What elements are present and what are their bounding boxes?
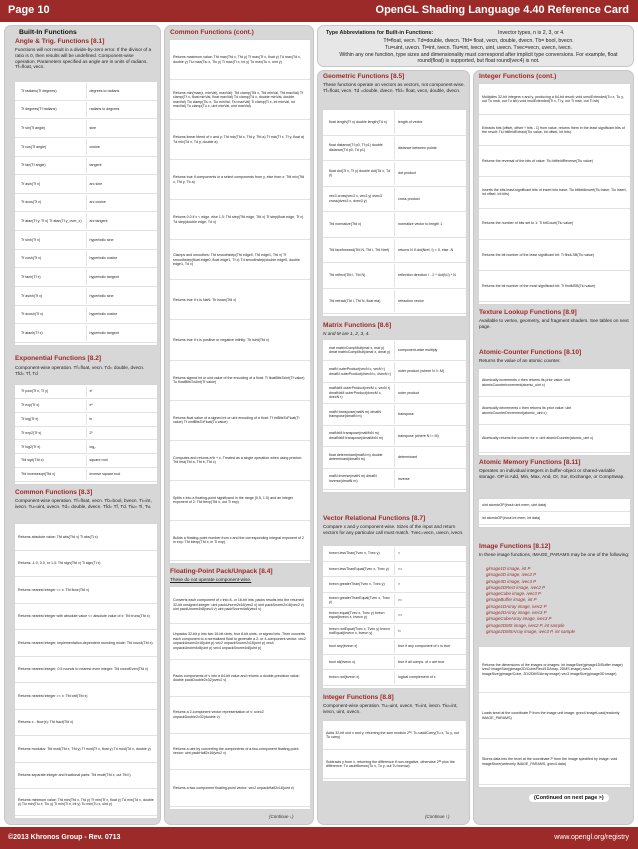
vrel-function-row-description: >= (398, 597, 403, 602)
matrix-function-row-description: outer product (where N != M) (398, 369, 445, 374)
common-cont-row: Splits x into a floating-point significand in the range [0.5, 1.0) and an integer exponent of 2: Tfd frexp(Tfd x, out Ti exp) (170, 481, 310, 521)
page-header (0, 0, 638, 22)
angle-function-row-description: arc cosine (89, 200, 106, 205)
types-line-3: Tu=uint, uvecn. Ti=int, ivecn. Tiu=int, ivecn, uint, uvecn. Tvec=vecn, uvecn, ivecn. (385, 45, 572, 51)
common-cont-row: Builds a floating-point number from x and the corresponding integral exponent of 2 in exp: Tfd ldexp(Tfd x, in Ti exp) (170, 521, 310, 561)
image-param: gimage2DRect image, ivec2 P (486, 584, 546, 590)
angle-function-row (15, 194, 157, 213)
angle-function-row-signature: Tf atanh(Tf x) (18, 325, 87, 341)
exp-function-row (15, 454, 157, 468)
image-param: gimageCubeArray image, ivec3 P (486, 616, 552, 622)
exp-function-row (15, 399, 157, 413)
int-cont-row: Returns the bit number of the least significant bit: Ti findLSB(Tiu value) (479, 240, 630, 271)
matrix-function-row-description: outer product (398, 390, 420, 395)
types-title: Type Abbreviations for Built-in Functions: (326, 30, 434, 36)
vrel-function-row-description: true if any component of x is true (398, 644, 451, 649)
angle-function-row-description: degrees to radians (89, 88, 120, 93)
int-cont-row: Inserts the bits least-significant bits of insert into base: Tiu bitfieldInsert(Tiu base, Tiu insert, int offset, int bits) (479, 177, 630, 208)
matrix-function-row (323, 361, 466, 382)
common-cont-table (169, 39, 311, 564)
matrix-function-row-description: transpose (where N != M) (398, 433, 439, 438)
types-line-1: Invector types, n is 2, 3, or 4. (498, 30, 565, 36)
exp-function-row-description: 2ˣ (89, 430, 93, 435)
pack-function-row: Returns a two-component floating-point vector: vec2 unpackHalf2x16(uint v) (170, 770, 310, 807)
geom-function-row (323, 110, 466, 136)
geom-function-row-description: refraction vector (398, 298, 424, 303)
image-function-row: Loads texel at the coordinate P from the image unit image: gvec4 imageLoad(readonly IMAGE_PARAMS) (479, 693, 630, 739)
exp-function-row-signature: Tf exp(Tf x) (18, 400, 87, 411)
angle-function-row-description: cosine (89, 144, 100, 149)
geom-function-row (323, 212, 466, 238)
geom-table (322, 109, 467, 317)
fp-table (169, 586, 311, 810)
continue-note: (Continue ↓) (269, 814, 294, 819)
geom-function-row-signature: Tfd normalize(Tfd x) (326, 213, 395, 236)
geom-function-row-description: normalize vector to length 1 (398, 222, 443, 227)
continued-next-page: (Continued on next page >) (529, 794, 609, 802)
common-function-row: Returns nearest integer, 0.5 rounds to nearest even integer: Tfd roundEven(Tfd x) (15, 657, 157, 684)
vrel-function-row-signature: bvecn lessThanEqual(Tvec x, Tvec y) (326, 563, 395, 576)
exp-title: Exponential Functions [8.2] (15, 355, 102, 362)
vrel-intro: Compare x and y component-wise. Sizes of the input and return vectors for any particular call must match. Tvec=vecn, uvecn, ivecn. (323, 524, 464, 535)
common-function-row: Returns -1.0, 0.0, or 1.0: Tfd sign(Tfd x) Ti sign(Ti x) (15, 551, 157, 578)
common-cont-panel (164, 25, 314, 825)
matrix-function-row (323, 404, 466, 425)
angle-function-row-description: tangent (89, 163, 102, 168)
vrel-function-row-signature: bvecn notEqual(Tvec x, Tvec y) bvecn notEqual(bvecn x, bvecn y) (326, 625, 395, 638)
image-param: gimage2DArray image, ivec3 P (486, 610, 547, 616)
angle-function-row (15, 250, 157, 269)
common-function-row: Returns nearest integer with absolute value <= absolute value of x: Tfd trunc(Tfd x) (15, 604, 157, 631)
common-cont-row: Returns float value of a signed int or uint encoding of a float: Tf intBitsToFloat(Ti value) Tf uintBitsToFloat(Tu value) (170, 401, 310, 441)
pack-function-row: Returns a uint by converting the components of a two-component floating-point vector: uint packHalf2x16(vec2 v) (170, 734, 310, 771)
types-panel (317, 25, 634, 67)
atomic-memory-intro: Operates on individual integers in buffer-object or shared-variable storage. OP is Add, Min, Max, And, Or, Xor, Exchange, or CompSwap. (479, 468, 625, 479)
vrel-function-row-signature: bvecn greaterThan(Tvec x, Tvec y) (326, 578, 395, 591)
angle-function-row-signature: Tf sinh(Tf x) (18, 232, 87, 248)
int-table (322, 720, 467, 782)
int-title: Integer Functions [8.8] (323, 694, 394, 701)
angle-function-row-description: arc sine (89, 181, 103, 186)
exp-function-row-description: inverse square root (89, 472, 121, 477)
int-function-row: Adds 32-bit uint x and y, returning the sum modulo 2³²: Tu uaddCarry(Tu x, Tu y, out Tu carry) (323, 721, 466, 750)
image-function-row: Returns the dimensions of the images or images: int imageSize(gimage1D/Buffer image) ivec2 imageSize(gimage2D/Cube/Rect/1DArray, 2DMS image) ivec3 imageSize(gimage/Cube, 2D/2DMS/Array image) vec3 imageSize(gimage3D image) (479, 647, 630, 693)
atomic-memory-row: uint atomicOP(inout uint mem, uint data) (479, 499, 630, 512)
atomic-counter-row: Atomically decrements c then returns its prior value: uint atomicCounterDecrement(atomic_uint c) (479, 397, 630, 425)
angle-function-row (15, 175, 157, 194)
exp-function-row-signature: Tf exp2(Tf x) (18, 428, 87, 439)
fp-title: Floating-Point Pack/Unpack [8.4] (170, 568, 273, 575)
common-function-row: Returns modulus: Tfd mod(Tfd x, Tfd y) Tf mod(Tf x, float y) Td mod(Td x, double y) (15, 736, 157, 763)
vrel-title: Vector Relational Functions [8.7] (323, 515, 426, 522)
common-function-row: Returns absolute value: Tfd abs(Tfd x) Ti abs(Ti x) (15, 524, 157, 551)
angle-function-row-description: hyperbolic tangent (89, 330, 119, 335)
angle-function-row (15, 157, 157, 176)
geom-function-row-signature: vec3 cross(vec3 x, vec3 y) dvec3 cross(dvec3 x, dvec3 y) (326, 188, 395, 211)
geom-function-row-signature: Tfd refract(Tfd I, Tfd N, float eta) (326, 290, 395, 313)
exp-function-row-description: log₂ (89, 444, 96, 449)
common-cont-row: Returns maximum value: Tfd max(Tfd x, Tfd y) Tf max(Tf x, float y) Td max(Td x, double y) Tiu max(Tiu x, Tiu y) Ti max(Ti x, int y) Tu max(Tu x, uint y) (170, 40, 310, 80)
common-function-row: Returns nearest integer >= x: Tfd ceil(Tfd x) (15, 683, 157, 710)
exp-function-row (15, 427, 157, 441)
matrix-function-row-signature: matN outerProduct(vecN c, vecN r) dmatN outerProduct(dvecN c, dvecN r) (326, 362, 395, 380)
vrel-function-row-description: != (398, 628, 402, 633)
vrel-function-row (323, 639, 466, 655)
builtin-panel (4, 25, 161, 825)
image-param: gimage2DMSArray image, ivec3 P, int sample (486, 628, 575, 634)
vrel-function-row-signature: bvecn equal(Tvec x, Tvec y) bvecn equal(bvecn x, bvecn y) (326, 609, 395, 622)
vrel-function-row (323, 655, 466, 671)
geom-function-row-description: dot product (398, 171, 416, 176)
exp-intro: Component-wise operation. Tf=float, vecn. Td= double, dvecn. Tfd= Tf, Td (15, 365, 145, 376)
card-title: OpenGL Shading Language 4.40 Reference Card (375, 4, 629, 16)
atomic-counter-row: Atomically increments c then returns its prior value: uint atomicCounterIncrement(atomic_uint c) (479, 369, 630, 397)
angle-function-row (15, 138, 157, 157)
common-cont-row: Returns true if components in a select components from y, else from x: Tfd mix(Tfd x, Tfd y, Tb a) (170, 160, 310, 200)
vrel-function-row-signature: bool all(bvecn x) (326, 656, 395, 669)
texlook-intro: Available to vertex, geometry, and fragment shaders. See tables on next page. (479, 318, 629, 329)
geom-function-row (323, 187, 466, 213)
types-line-2: Tf=float, vecn. Td=double, dvecn. Tfd= float, vecn, double, dvecn. Tb= bool, bvecn. (383, 38, 574, 44)
matrix-function-row-signature: matN transpose(matN m) dmatN transpose(dmatN m) (326, 405, 395, 423)
image-params-list (486, 566, 631, 635)
angle-function-row-signature: Tf acosh(Tf x) (18, 307, 87, 323)
angle-function-row-description: arc tangent (89, 219, 108, 224)
atomic-counter-row: Atomically returns the counter for c: uint atomicCounter(atomic_uint c) (479, 425, 630, 453)
exp-function-row-signature: Tf pow(Tf x, Tf y) (18, 386, 87, 397)
vrel-function-row (323, 608, 466, 624)
matrix-function-row-signature: float determinant(matN m) double determinant(dmatN m) (326, 448, 395, 466)
geom-title: Geometric Functions [8.5] (323, 73, 405, 80)
angle-function-row (15, 268, 157, 287)
page-footer (0, 827, 638, 849)
matrix-function-row (323, 383, 466, 404)
image-param: gimage2D image, ivec2 P (486, 572, 537, 578)
angle-function-row (15, 82, 157, 101)
angle-function-row (15, 212, 157, 231)
matrix-function-row (323, 469, 466, 490)
angle-function-row (15, 119, 157, 138)
geom-function-row-description: length of vector (398, 120, 423, 125)
int-cont-table (478, 83, 631, 305)
vrel-table (322, 545, 467, 689)
image-param: gimage3D image, ivec3 P (486, 578, 537, 584)
common-table (14, 523, 158, 819)
geom-function-row (323, 136, 466, 162)
vrel-function-row-signature: bvecn not(bvecn x) (326, 671, 395, 684)
vrel-function-row (323, 624, 466, 640)
geom-function-row (323, 289, 466, 315)
vrel-function-row-description: > (398, 582, 401, 587)
matrix-function-row-description: transpose (398, 412, 414, 417)
vrel-function-row (323, 670, 466, 686)
texlook-title: Texture Lookup Functions [8.9] (479, 309, 577, 316)
geom-function-row-description: returns N if dot(Nref, I) < 0, else -N (398, 247, 454, 252)
common-title: Common Functions [8.3] (15, 489, 93, 496)
int-cont-row: Returns the number of bits set to 1: Ti bitCount(Tiu value) (479, 209, 630, 240)
matrix-function-row-description: component-wise multiply (398, 348, 438, 352)
angle-function-row-description: hyperbolic sine (89, 237, 114, 242)
atomic-counter-title: Atomic-Counter Functions [8.10] (479, 349, 582, 356)
int-cont-title: Integer Functions (cont.) (479, 73, 557, 80)
exp-function-row-description: square root (89, 458, 108, 463)
angle-function-row-description: hyperbolic cosine (89, 256, 118, 261)
common-cont-row: Computes and returns a*b + c. Treated as a single operation when using precise: Tfd fma(Tfd a, Tfd b, Tfd c) (170, 441, 310, 481)
image-table (478, 646, 631, 788)
matrix-function-row-signature: matNxM outerProduct(vecM c, vecN r) dmatNxM outerProduct(dvecM c, dvecN r) (326, 384, 395, 402)
atomic-counter-table (478, 368, 631, 456)
int-function-row: Subtracts y from x, returning the difference if non-negative, otherwise 2³² plus the difference: Tu usubBorrow(Tu x, Tu y, out Tu borrow) (323, 750, 466, 779)
int-cont-row: Extracts bits [offset, offset + bits - 1] from value, returns them in the least significant bits of the result: Tiu bitfieldExtract(Tiu value, int offset, int bits) (479, 115, 630, 146)
integer-cont-panel (473, 70, 634, 825)
geom-function-row (323, 263, 466, 289)
matrix-function-row (323, 447, 466, 468)
fp-intro: These do not operate component-wise. (170, 577, 252, 582)
angle-function-row-signature: Tf atan(Tf y, Tf x) Tf atan(Tf y_over_x) (18, 213, 87, 229)
geom-function-row-description: reflection direction I - 2 * dot(N,I) * N (398, 273, 456, 278)
pack-function-row: Returns a 2-component vector representation of v: uvec2 unpackDouble2x32(double v) (170, 697, 310, 734)
angle-function-row-signature: Tf asin(Tf x) (18, 176, 87, 192)
exp-function-row-signature: Tf log(Tf x) (18, 414, 87, 425)
exp-function-row-description: ln (89, 416, 93, 421)
angle-function-row-signature: Tf acos(Tf x) (18, 195, 87, 211)
angle-function-row-signature: Tf cosh(Tf x) (18, 251, 87, 267)
geom-function-row-description: distance between points (398, 145, 437, 150)
continue-up-note: (Continue ↑) (425, 814, 450, 819)
matrix-function-row (323, 426, 466, 447)
common-function-row: Returns x - floor(x): Tfd fract(Tfd x) (15, 710, 157, 737)
image-function-row: Stores data into the texel at the coordinate P from the image specified by image: void imageStore(writeonly IMAGE_PARAMS, gvec4 data) (479, 739, 630, 785)
vrel-function-row-description: true if all comps. of x are true (398, 659, 445, 664)
geom-function-row-signature: float length(Tf x) double length(Td x) (326, 111, 395, 134)
footer-url: www.opengl.org/registry (554, 834, 629, 841)
geom-function-row (323, 161, 466, 187)
matrix-function-row-signature: matN inverse(matN m) dmatN inverse(dmatN m) (326, 470, 395, 488)
angle-function-row (15, 324, 157, 343)
vrel-function-row-signature: bvecn lessThan(Tvec x, Tvec y) (326, 547, 395, 560)
image-param: gimage2DMS image, ivec2 P, int sample (486, 622, 565, 628)
geom-function-row-description: cross product (398, 196, 420, 201)
pack-function-row: Unpacks 32-bit p into two 16-bit uints, four 8-bit uints, or signed ints. Then converts each component to a normalized float to generate a 2- or 4-component vector: vec2 unpackUnorm2x16(uint p) vec2 unpackSnorm2x16(uint p) vec4 unpackUnorm4x8(uint p) vec4 unpackSnorm4x8(uint p) (170, 624, 310, 661)
vrel-function-row-signature: bvecn greaterThanEqual(Tvec x, Tvec y) (326, 594, 395, 607)
matrix-title: Matrix Functions [8.6] (323, 322, 392, 329)
common-function-row: Returns nearest integer <= x: Tfd floor(Tfd x) (15, 577, 157, 604)
common-cont-row: Returns min(max(x, minVal), maxVal): Tfd clamp(Tfd x, Tfd minVal, Tfd maxVal) Tf clamp(Tf x, float minVal, float maxVal) Td clamp(Td x, double minVal, double maxVal) Tiu clamp(Tiu x, Tiu minVal, Tiu maxVal) Ti clamp(Ti x, int minVal, int maxVal) Tu clamp(Tu x, uint minVal, uint maxVal) (170, 80, 310, 120)
types-line-4: Within any one function, type sizes and dimensionality must correspond after implicit type conversions. For example, float round(float) is supported, but float round(vec4) is not. (339, 52, 618, 65)
int-cont-row: Returns the bit number of the most significant bit: Ti findMSB(Tiu value) (479, 271, 630, 302)
common-cont-row: Clamps and smoothes: Tfd smoothstep(Tfd edge0, Tfd edge1, Tfd x) Tf smoothstep(float edge0, float edge1, Tf x) Td smoothstep(double edge0, double edge1, Td x) (170, 240, 310, 280)
int-intro: Component-wise operation. Tu=uint, uvecn. Ti=int, ivecn. Tiu=int, ivecn, uint, uvecn. (323, 703, 458, 714)
vrel-function-row (323, 593, 466, 609)
angle-function-row-description: hyperbolic cosine (89, 312, 118, 317)
exp-function-row (15, 468, 157, 482)
angle-function-row-description: radians to degrees (89, 107, 120, 112)
exp-function-row (15, 413, 157, 427)
angle-function-row-signature: Tf cos(Tf angle) (18, 139, 87, 155)
geom-function-row-signature: float dot(Tf x, Tf y) double dot(Td x, Td y) (326, 162, 395, 185)
image-param: gimageBuffer image, int P (486, 597, 537, 603)
vrel-function-row-signature: bool any(bvecn x) (326, 640, 395, 653)
common-cont-row: Returns linear blend of x and y: Tfd mix(Tfd x, Tfd y, Tfd a) Tf mix(Tf x, Tf y, float a) Td mix(Td x, Td y, double a) (170, 120, 310, 160)
exp-function-row-description: eˣ (89, 403, 93, 408)
common-cont-row: Returns true if x is NaN: Tb isnan(Tfd x) (170, 280, 310, 320)
geom-intro: These functions operate on vectors as vectors, not component-wise. Tf=float, vecn. Td =double, dvecn. Tfd= float, vecn, double, dvecn. (323, 82, 465, 93)
exp-function-row (15, 385, 157, 399)
vrel-function-row-description: <= (398, 566, 403, 571)
vrel-function-row-description: logical complement of x (398, 675, 436, 680)
pack-function-row: Packs components of v into a 64-bit value and returns a double-precision value: double packDouble2x32(uvec2 v) (170, 660, 310, 697)
common-cont-row: Returns 0.0 if x < edge, else 1.0: Tfd step(Tfd edge, Tfd x) Tf step(float edge, Tf x) Td step(double edge, Td x) (170, 200, 310, 240)
angle-function-row-signature: Tf radians(Tf degrees) (18, 83, 87, 99)
matrix-intro: N and M are 1, 2, 3, 4. (323, 331, 370, 336)
atomic-counter-intro: Returns the value of an atomic counter. (479, 358, 561, 363)
exp-table (14, 384, 158, 485)
angle-function-row-description: hyperbolic tangent (89, 275, 119, 280)
geometric-panel (317, 70, 470, 825)
angle-function-row-signature: Tf tan(Tf angle) (18, 158, 87, 174)
vrel-function-row (323, 577, 466, 593)
matrix-table (322, 339, 467, 493)
section-title: Built-In Functions (19, 29, 77, 36)
image-param: gimage1DArray image, ivec2 P (486, 603, 547, 609)
image-param: gimageCube image, ivec3 P (486, 591, 541, 597)
matrix-function-row-description: inverse (398, 476, 410, 481)
angle-function-row-signature: Tf asinh(Tf x) (18, 288, 87, 304)
vrel-function-row-description: == (398, 613, 403, 618)
image-title: Image Functions [8.12] (479, 543, 551, 550)
common-function-row: Returns minimum value: Tfd min(Tfd x, Tfd y) Tf min(Tf x, float y) Td min(Td x, double y) Tiu min(Tiu x, Tiu y) Ti min(Ti x, int y) Tu min(Tu x, uint y) (15, 789, 157, 816)
common-cont-title: Common Functions (cont.) (170, 29, 254, 36)
footer-copyright: ©2013 Khronos Group - Rev. 0713 (8, 834, 121, 841)
exp-function-row-description: xʸ (89, 389, 93, 394)
vrel-function-row (323, 546, 466, 562)
int-cont-row: Multiplies 32-bit integers x and y, producing a 64-bit result: void umulExtended(Tu x, Tu y, out Tu msb, out Tu lsb) void imulExtended(Ti x, Ti y, out Ti msb, out Ti lsb) (479, 84, 630, 115)
pack-function-row: Converts each component of v into 8- or 16-bit ints, packs results into the returned 32-bit unsigned integer: uint packUnorm2x16(vec2 v) uint packSnorm2x16(vec2 v) uint packUnorm4x8(vec4 v) uint packSnorm4x8(vec4 v) (170, 587, 310, 624)
common-function-row: Returns separate integer and fractional parts: Tfd modf(Tfd x, out Tfd i) (15, 763, 157, 790)
common-cont-row: Returns true if x is positive or negative infinity: Tb isinf(Tfd x) (170, 320, 310, 360)
vrel-function-row (323, 562, 466, 578)
geom-function-row-signature: float distance(Tf p0, Tf p1) double distance(Td p0, Td p1) (326, 137, 395, 160)
image-param: gimage1D image, int P (486, 566, 531, 571)
atomic-memory-title: Atomic Memory Functions [8.11] (479, 459, 581, 466)
matrix-function-row-signature: matNxM transpose(matMxN m) dmatNxM transpose(dmatMxN m) (326, 427, 395, 445)
vrel-function-row-description: < (398, 551, 401, 556)
matrix-function-row-signature: mat matrixCompMult(mat x, mat y) dmat matrixCompMult(dmat x, dmat y) (326, 341, 395, 359)
angle-title: Angle & Trig. Functions [8.1] (15, 38, 105, 45)
geom-function-row-signature: Tfd reflect(Tfd I, Tfd N) (326, 264, 395, 287)
angle-function-row (15, 287, 157, 306)
angle-function-row (15, 101, 157, 120)
matrix-function-row-description: determinant (398, 455, 417, 460)
angle-function-row-description: sine (89, 125, 97, 130)
common-function-row: Returns nearest integer, implementation-dependent rounding mode: Tfd round(Tfd x) (15, 630, 157, 657)
angle-function-row-signature: Tf degrees(Tf radians) (18, 102, 87, 118)
exp-function-row-signature: Tfd sqrt(Tfd x) (18, 455, 87, 466)
angle-function-row (15, 231, 157, 250)
image-intro: In these image functions, IMAGE_PARAMS may be one of the following: (479, 552, 630, 557)
exp-function-row (15, 440, 157, 454)
exp-function-row-signature: Tf log2(Tf x) (18, 441, 87, 452)
common-intro: Component-wise operation. Tf=float, vecn. Tb=bool, bvecn. Ti=int, ivecn. Tu=uint, uvecn. Td= double, dvecn. Tfd= Tf, Td. Tiu= Ti, Tu. (15, 498, 152, 509)
page-number: Page 10 (8, 4, 50, 16)
atomic-memory-table (478, 498, 631, 528)
angle-table (14, 81, 158, 346)
geom-function-row-signature: Tfd faceforward(Tfd N, Tfd I, Tfd Nref) (326, 239, 395, 262)
exp-function-row-signature: Tfd inversesqrt(Tfd x) (18, 469, 87, 480)
angle-function-row (15, 306, 157, 325)
angle-function-row-description: hyperbolic sine (89, 293, 114, 298)
angle-intro: Functions will not result in a divide-by-zero error. If the divisor of a ratio is 0, then results will be undefined. Component-wise operation. Parameters specified as angle are in units of radians. Tf=float, vecn. (15, 47, 152, 70)
int-cont-row: Returns the reversal of the bits of value: Tiu bitfieldReverse(Tiu value) (479, 146, 630, 177)
common-cont-row: Returns signed int or uint value of the encoding of a float: Ti floatBitsToInt(Tf value) Tu floatBitsToUint(Tf value) (170, 361, 310, 401)
atomic-memory-row: int atomicOP(inout int mem, int data) (479, 512, 630, 525)
geom-function-row (323, 238, 466, 264)
angle-function-row-signature: Tf sin(Tf angle) (18, 120, 87, 136)
angle-function-row-signature: Tf tanh(Tf x) (18, 269, 87, 285)
matrix-function-row (323, 340, 466, 361)
